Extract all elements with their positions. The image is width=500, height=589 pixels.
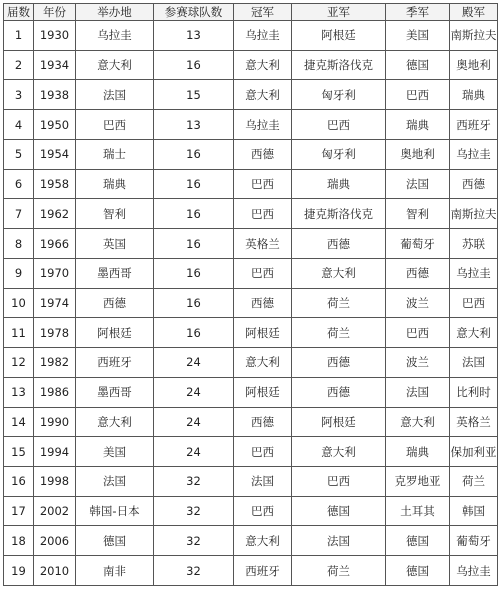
third-place-cell: 瑞典 xyxy=(386,110,450,140)
fourth-place-cell: 西德 xyxy=(450,169,498,199)
table-row xyxy=(4,229,498,259)
edition-cell: 4 xyxy=(4,110,34,140)
fourth-place-cell: 巴西 xyxy=(450,288,498,318)
host-cell: 智利 xyxy=(76,199,154,229)
year-cell: 1974 xyxy=(34,288,76,318)
edition-cell: 14 xyxy=(4,407,34,437)
champion-cell: 巴西 xyxy=(234,496,292,526)
runner-up-cell: 匈牙利 xyxy=(292,80,386,110)
third-place-cell: 葡萄牙 xyxy=(386,229,450,259)
team-count-cell: 16 xyxy=(154,199,234,229)
third-place-cell: 西德 xyxy=(386,258,450,288)
host-cell: 瑞典 xyxy=(76,169,154,199)
team-count-cell: 32 xyxy=(154,556,234,586)
fourth-place-cell: 瑞典 xyxy=(450,80,498,110)
champion-cell: 巴西 xyxy=(234,199,292,229)
year-cell: 2002 xyxy=(34,496,76,526)
year-cell: 1978 xyxy=(34,318,76,348)
third-place-cell: 法国 xyxy=(386,377,450,407)
fourth-place-cell: 乌拉圭 xyxy=(450,139,498,169)
year-cell: 2006 xyxy=(34,526,76,556)
table-row xyxy=(4,21,498,51)
year-cell: 1962 xyxy=(34,199,76,229)
header-edition: 届数 xyxy=(4,4,34,21)
header-fourth-place: 殿军 xyxy=(450,4,498,21)
runner-up-cell: 瑞典 xyxy=(292,169,386,199)
team-count-cell: 13 xyxy=(154,110,234,140)
header-row xyxy=(4,4,498,21)
host-cell: 美国 xyxy=(76,437,154,467)
year-cell: 1930 xyxy=(34,21,76,51)
table-row xyxy=(4,407,498,437)
edition-cell: 12 xyxy=(4,348,34,378)
team-count-cell: 16 xyxy=(154,229,234,259)
runner-up-cell: 法国 xyxy=(292,526,386,556)
table-row xyxy=(4,80,498,110)
edition-cell: 13 xyxy=(4,377,34,407)
champion-cell: 意大利 xyxy=(234,526,292,556)
header-year: 年份 xyxy=(34,4,76,21)
team-count-cell: 16 xyxy=(154,288,234,318)
third-place-cell: 德国 xyxy=(386,50,450,80)
table-row xyxy=(4,526,498,556)
runner-up-cell: 巴西 xyxy=(292,110,386,140)
champion-cell: 西德 xyxy=(234,407,292,437)
fourth-place-cell: 南斯拉夫 xyxy=(450,21,498,51)
fourth-place-cell: 乌拉圭 xyxy=(450,258,498,288)
year-cell: 1950 xyxy=(34,110,76,140)
host-cell: 阿根廷 xyxy=(76,318,154,348)
champion-cell: 阿根廷 xyxy=(234,377,292,407)
champion-cell: 英格兰 xyxy=(234,229,292,259)
host-cell: 墨西哥 xyxy=(76,258,154,288)
header-champion: 冠军 xyxy=(234,4,292,21)
runner-up-cell: 匈牙利 xyxy=(292,139,386,169)
runner-up-cell: 荷兰 xyxy=(292,288,386,318)
table-row xyxy=(4,169,498,199)
fourth-place-cell: 奥地利 xyxy=(450,50,498,80)
table-row xyxy=(4,348,498,378)
host-cell: 瑞士 xyxy=(76,139,154,169)
third-place-cell: 美国 xyxy=(386,21,450,51)
champion-cell: 意大利 xyxy=(234,50,292,80)
edition-cell: 3 xyxy=(4,80,34,110)
fourth-place-cell: 苏联 xyxy=(450,229,498,259)
runner-up-cell: 荷兰 xyxy=(292,318,386,348)
year-cell: 1970 xyxy=(34,258,76,288)
year-cell: 1966 xyxy=(34,229,76,259)
table-row xyxy=(4,258,498,288)
host-cell: 法国 xyxy=(76,80,154,110)
year-cell: 1958 xyxy=(34,169,76,199)
table-row xyxy=(4,110,498,140)
host-cell: 意大利 xyxy=(76,50,154,80)
champion-cell: 意大利 xyxy=(234,348,292,378)
runner-up-cell: 捷克斯洛伐克 xyxy=(292,199,386,229)
third-place-cell: 瑞典 xyxy=(386,437,450,467)
year-cell: 1982 xyxy=(34,348,76,378)
edition-cell: 6 xyxy=(4,169,34,199)
host-cell: 巴西 xyxy=(76,110,154,140)
third-place-cell: 克罗地亚 xyxy=(386,467,450,497)
third-place-cell: 智利 xyxy=(386,199,450,229)
runner-up-cell: 西德 xyxy=(292,348,386,378)
host-cell: 墨西哥 xyxy=(76,377,154,407)
team-count-cell: 24 xyxy=(154,377,234,407)
table-row xyxy=(4,556,498,586)
champion-cell: 巴西 xyxy=(234,169,292,199)
runner-up-cell: 阿根廷 xyxy=(292,407,386,437)
world-cup-results-table xyxy=(3,3,498,586)
team-count-cell: 32 xyxy=(154,467,234,497)
edition-cell: 15 xyxy=(4,437,34,467)
fourth-place-cell: 葡萄牙 xyxy=(450,526,498,556)
champion-cell: 巴西 xyxy=(234,258,292,288)
table-row xyxy=(4,288,498,318)
host-cell: 法国 xyxy=(76,467,154,497)
year-cell: 1938 xyxy=(34,80,76,110)
third-place-cell: 意大利 xyxy=(386,407,450,437)
fourth-place-cell: 乌拉圭 xyxy=(450,556,498,586)
runner-up-cell: 巴西 xyxy=(292,467,386,497)
edition-cell: 2 xyxy=(4,50,34,80)
team-count-cell: 24 xyxy=(154,437,234,467)
host-cell: 英国 xyxy=(76,229,154,259)
runner-up-cell: 德国 xyxy=(292,496,386,526)
edition-cell: 1 xyxy=(4,21,34,51)
champion-cell: 乌拉圭 xyxy=(234,21,292,51)
champion-cell: 西德 xyxy=(234,139,292,169)
team-count-cell: 16 xyxy=(154,258,234,288)
team-count-cell: 24 xyxy=(154,348,234,378)
third-place-cell: 法国 xyxy=(386,169,450,199)
champion-cell: 意大利 xyxy=(234,80,292,110)
team-count-cell: 16 xyxy=(154,318,234,348)
table-row xyxy=(4,377,498,407)
edition-cell: 17 xyxy=(4,496,34,526)
year-cell: 1954 xyxy=(34,139,76,169)
edition-cell: 19 xyxy=(4,556,34,586)
third-place-cell: 德国 xyxy=(386,556,450,586)
runner-up-cell: 西德 xyxy=(292,377,386,407)
team-count-cell: 24 xyxy=(154,407,234,437)
third-place-cell: 土耳其 xyxy=(386,496,450,526)
runner-up-cell: 意大利 xyxy=(292,437,386,467)
team-count-cell: 16 xyxy=(154,50,234,80)
host-cell: 西班牙 xyxy=(76,348,154,378)
fourth-place-cell: 西班牙 xyxy=(450,110,498,140)
champion-cell: 西德 xyxy=(234,288,292,318)
champion-cell: 西班牙 xyxy=(234,556,292,586)
runner-up-cell: 荷兰 xyxy=(292,556,386,586)
header-host: 举办地 xyxy=(76,4,154,21)
fourth-place-cell: 保加利亚 xyxy=(450,437,498,467)
host-cell: 意大利 xyxy=(76,407,154,437)
champion-cell: 乌拉圭 xyxy=(234,110,292,140)
fourth-place-cell: 意大利 xyxy=(450,318,498,348)
third-place-cell: 巴西 xyxy=(386,318,450,348)
runner-up-cell: 阿根廷 xyxy=(292,21,386,51)
third-place-cell: 奥地利 xyxy=(386,139,450,169)
edition-cell: 7 xyxy=(4,199,34,229)
team-count-cell: 32 xyxy=(154,496,234,526)
fourth-place-cell: 韩国 xyxy=(450,496,498,526)
table-row xyxy=(4,50,498,80)
table-row xyxy=(4,139,498,169)
fourth-place-cell: 比利时 xyxy=(450,377,498,407)
runner-up-cell: 西德 xyxy=(292,229,386,259)
year-cell: 1998 xyxy=(34,467,76,497)
host-cell: 南非 xyxy=(76,556,154,586)
header-third-place: 季军 xyxy=(386,4,450,21)
table-row xyxy=(4,467,498,497)
host-cell: 韩国-日本 xyxy=(76,496,154,526)
table-row xyxy=(4,318,498,348)
table-row xyxy=(4,437,498,467)
edition-cell: 10 xyxy=(4,288,34,318)
fourth-place-cell: 南斯拉夫 xyxy=(450,199,498,229)
team-count-cell: 16 xyxy=(154,139,234,169)
team-count-cell: 13 xyxy=(154,21,234,51)
fourth-place-cell: 荷兰 xyxy=(450,467,498,497)
table-row xyxy=(4,496,498,526)
host-cell: 西德 xyxy=(76,288,154,318)
edition-cell: 9 xyxy=(4,258,34,288)
team-count-cell: 15 xyxy=(154,80,234,110)
year-cell: 1994 xyxy=(34,437,76,467)
year-cell: 1986 xyxy=(34,377,76,407)
team-count-cell: 16 xyxy=(154,169,234,199)
host-cell: 德国 xyxy=(76,526,154,556)
edition-cell: 18 xyxy=(4,526,34,556)
table-row xyxy=(4,199,498,229)
fourth-place-cell: 法国 xyxy=(450,348,498,378)
edition-cell: 16 xyxy=(4,467,34,497)
host-cell: 乌拉圭 xyxy=(76,21,154,51)
year-cell: 1990 xyxy=(34,407,76,437)
fourth-place-cell: 英格兰 xyxy=(450,407,498,437)
champion-cell: 法国 xyxy=(234,467,292,497)
third-place-cell: 巴西 xyxy=(386,80,450,110)
edition-cell: 11 xyxy=(4,318,34,348)
header-runner-up: 亚军 xyxy=(292,4,386,21)
third-place-cell: 波兰 xyxy=(386,348,450,378)
champion-cell: 阿根廷 xyxy=(234,318,292,348)
runner-up-cell: 捷克斯洛伐克 xyxy=(292,50,386,80)
edition-cell: 5 xyxy=(4,139,34,169)
champion-cell: 巴西 xyxy=(234,437,292,467)
year-cell: 1934 xyxy=(34,50,76,80)
third-place-cell: 波兰 xyxy=(386,288,450,318)
year-cell: 2010 xyxy=(34,556,76,586)
header-team-count: 参赛球队数 xyxy=(154,4,234,21)
runner-up-cell: 意大利 xyxy=(292,258,386,288)
team-count-cell: 32 xyxy=(154,526,234,556)
edition-cell: 8 xyxy=(4,229,34,259)
third-place-cell: 德国 xyxy=(386,526,450,556)
